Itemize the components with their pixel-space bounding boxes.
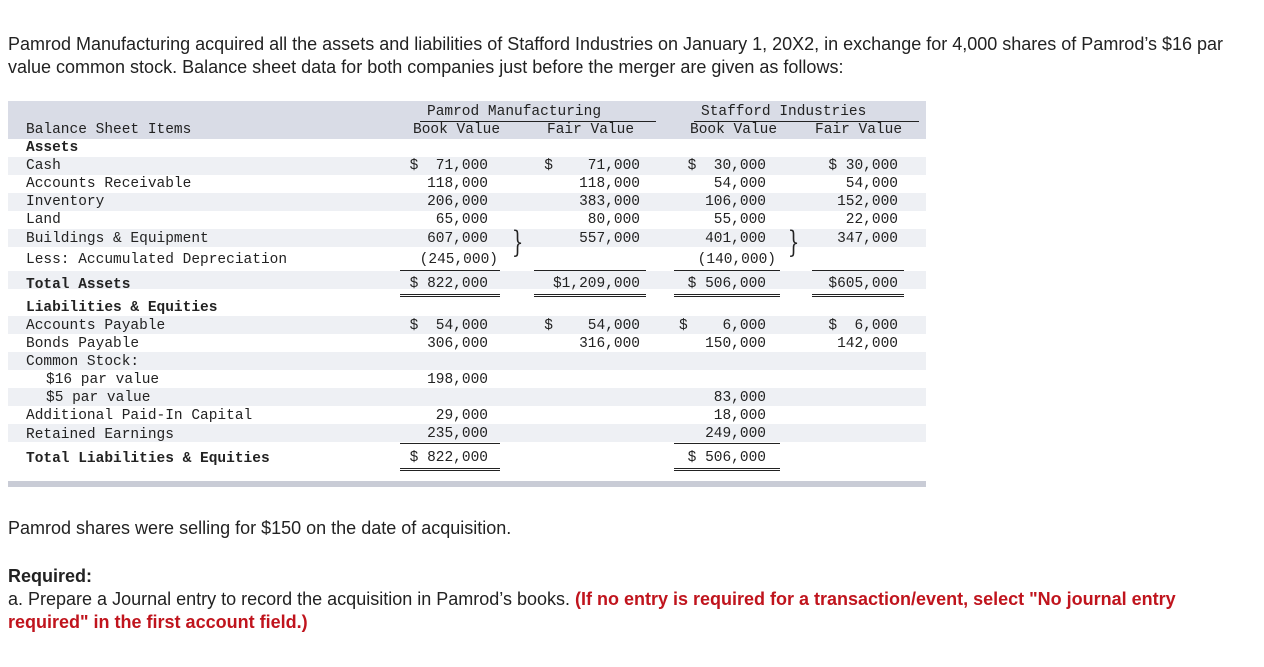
cell-pamrod-bv: 607,000 <box>427 231 488 247</box>
row-label: Land <box>26 212 61 228</box>
row-label: Additional Paid-In Capital <box>26 408 253 424</box>
required-note: (If no entry is required for a transaction/event, select "No journal entry required" in the first account field.) <box>8 589 1176 632</box>
row-label: Buildings & Equipment <box>26 231 209 247</box>
cell-pamrod-bv: 65,000 <box>435 212 488 228</box>
cell-pamrod-bv: $ 822,000 <box>409 276 488 292</box>
total-rule <box>400 468 500 471</box>
cell-stafford-fv: 347,000 <box>837 231 898 247</box>
row-label-total-assets: Total Assets <box>26 277 131 293</box>
subtotal-rule <box>400 443 500 444</box>
subtotal-rule <box>534 270 646 271</box>
total-rule <box>534 294 646 297</box>
cell-stafford-fv: 22,000 <box>845 212 898 228</box>
cell-stafford-bv: 150,000 <box>705 336 766 352</box>
row-label: Retained Earnings <box>26 427 174 443</box>
cell-pamrod-bv: 235,000 <box>427 426 488 442</box>
cell-pamrod-fv: 557,000 <box>579 231 640 247</box>
row-label: $5 par value <box>46 390 151 406</box>
col-header-stafford-fair-value: Fair Value <box>815 122 903 138</box>
cell-pamrod-bv: $ 54,000 <box>409 318 488 334</box>
cell-stafford-bv: $ 506,000 <box>687 276 766 292</box>
subtotal-rule <box>812 270 904 271</box>
cell-stafford-fv: 152,000 <box>837 194 898 210</box>
total-rule <box>674 294 780 297</box>
section-liabilities: Liabilities & Equities <box>26 300 218 316</box>
table-bottom-band <box>8 481 926 487</box>
cell-stafford-bv: 54,000 <box>713 176 766 192</box>
cell-stafford-bv: $ 506,000 <box>687 450 766 466</box>
company-pamrod-header: Pamrod Manufacturing <box>427 104 602 120</box>
cell-pamrod-fv: 80,000 <box>587 212 640 228</box>
row-label: Inventory <box>26 194 105 210</box>
row-label: $16 par value <box>46 372 160 388</box>
balance-sheet-table <box>8 101 926 488</box>
problem-intro: Pamrod Manufacturing acquired all the assets and liabilities of Stafford Industries on January 1, 20X2, in exchange for 4,000 shares of Pamrod’s $16 par value common stock. Balance sheet data for both companies just before the merger are given as follows: <box>8 34 1224 77</box>
cell-pamrod-fv: 316,000 <box>579 336 640 352</box>
required-text: a. Prepare a Journal entry to record the acquisition in Pamrod’s books. <box>8 589 575 609</box>
cell-stafford-bv: 83,000 <box>713 390 766 406</box>
cell-pamrod-bv: $ 822,000 <box>409 450 488 466</box>
col-header-pamrod-fair-value: Fair Value <box>547 122 635 138</box>
row-stripe <box>8 352 926 370</box>
cell-stafford-fv: 142,000 <box>837 336 898 352</box>
cell-pamrod-bv: 206,000 <box>427 194 488 210</box>
col-header-items: Balance Sheet Items <box>26 122 192 138</box>
row-label: Common Stock: <box>26 354 140 370</box>
subtotal-rule <box>674 443 780 444</box>
cell-pamrod-fv: $1,209,000 <box>552 276 640 292</box>
cell-stafford-bv: 106,000 <box>705 194 766 210</box>
total-rule <box>812 294 904 297</box>
row-label: Cash <box>26 158 61 174</box>
col-header-stafford-book-value: Book Value <box>690 122 778 138</box>
col-header-pamrod-book-value: Book Value <box>413 122 501 138</box>
section-assets: Assets <box>26 140 79 156</box>
cell-stafford-bv: 401,000 <box>705 231 766 247</box>
row-label: Bonds Payable <box>26 336 140 352</box>
required-section <box>8 565 1248 634</box>
row-label: Accounts Payable <box>26 318 166 334</box>
subtotal-rule <box>674 270 780 271</box>
cell-stafford-fv: $ 30,000 <box>828 158 898 174</box>
cell-stafford-bv: $ 6,000 <box>678 318 766 334</box>
share-price-note: Pamrod shares were selling for $150 on the date of acquisition. <box>8 518 512 538</box>
row-label: Accounts Receivable <box>26 176 192 192</box>
row-label: Less: Accumulated Depreciation <box>26 252 288 268</box>
cell-pamrod-bv: (245,000) <box>419 252 498 268</box>
cell-stafford-bv: 18,000 <box>713 408 766 424</box>
subtotal-rule <box>400 270 500 271</box>
cell-stafford-fv: $ 6,000 <box>828 318 898 334</box>
cell-pamrod-bv: 118,000 <box>427 176 488 192</box>
cell-stafford-bv: 55,000 <box>713 212 766 228</box>
cell-pamrod-bv: 198,000 <box>427 372 488 388</box>
total-rule <box>400 294 500 297</box>
cell-pamrod-fv: $ 71,000 <box>544 158 640 174</box>
required-heading: Required: <box>8 566 93 586</box>
cell-stafford-fv: $605,000 <box>828 276 898 292</box>
cell-pamrod-fv: 383,000 <box>579 194 640 210</box>
cell-stafford-bv: $ 30,000 <box>687 158 766 174</box>
total-rule <box>674 468 780 471</box>
company-stafford-header: Stafford Industries <box>701 104 867 120</box>
cell-pamrod-fv: 118,000 <box>579 176 640 192</box>
cell-stafford-fv: 54,000 <box>845 176 898 192</box>
cell-stafford-bv: 249,000 <box>705 426 766 442</box>
stafford-brace: } <box>787 225 800 260</box>
cell-stafford-bv: (140,000) <box>697 252 776 268</box>
cell-pamrod-fv: $ 54,000 <box>544 318 640 334</box>
cell-pamrod-bv: 29,000 <box>435 408 488 424</box>
row-label-total-liabilities: Total Liabilities & Equities <box>26 451 270 467</box>
pamrod-brace: } <box>511 225 524 260</box>
cell-pamrod-bv: 306,000 <box>427 336 488 352</box>
cell-pamrod-bv: $ 71,000 <box>409 158 488 174</box>
